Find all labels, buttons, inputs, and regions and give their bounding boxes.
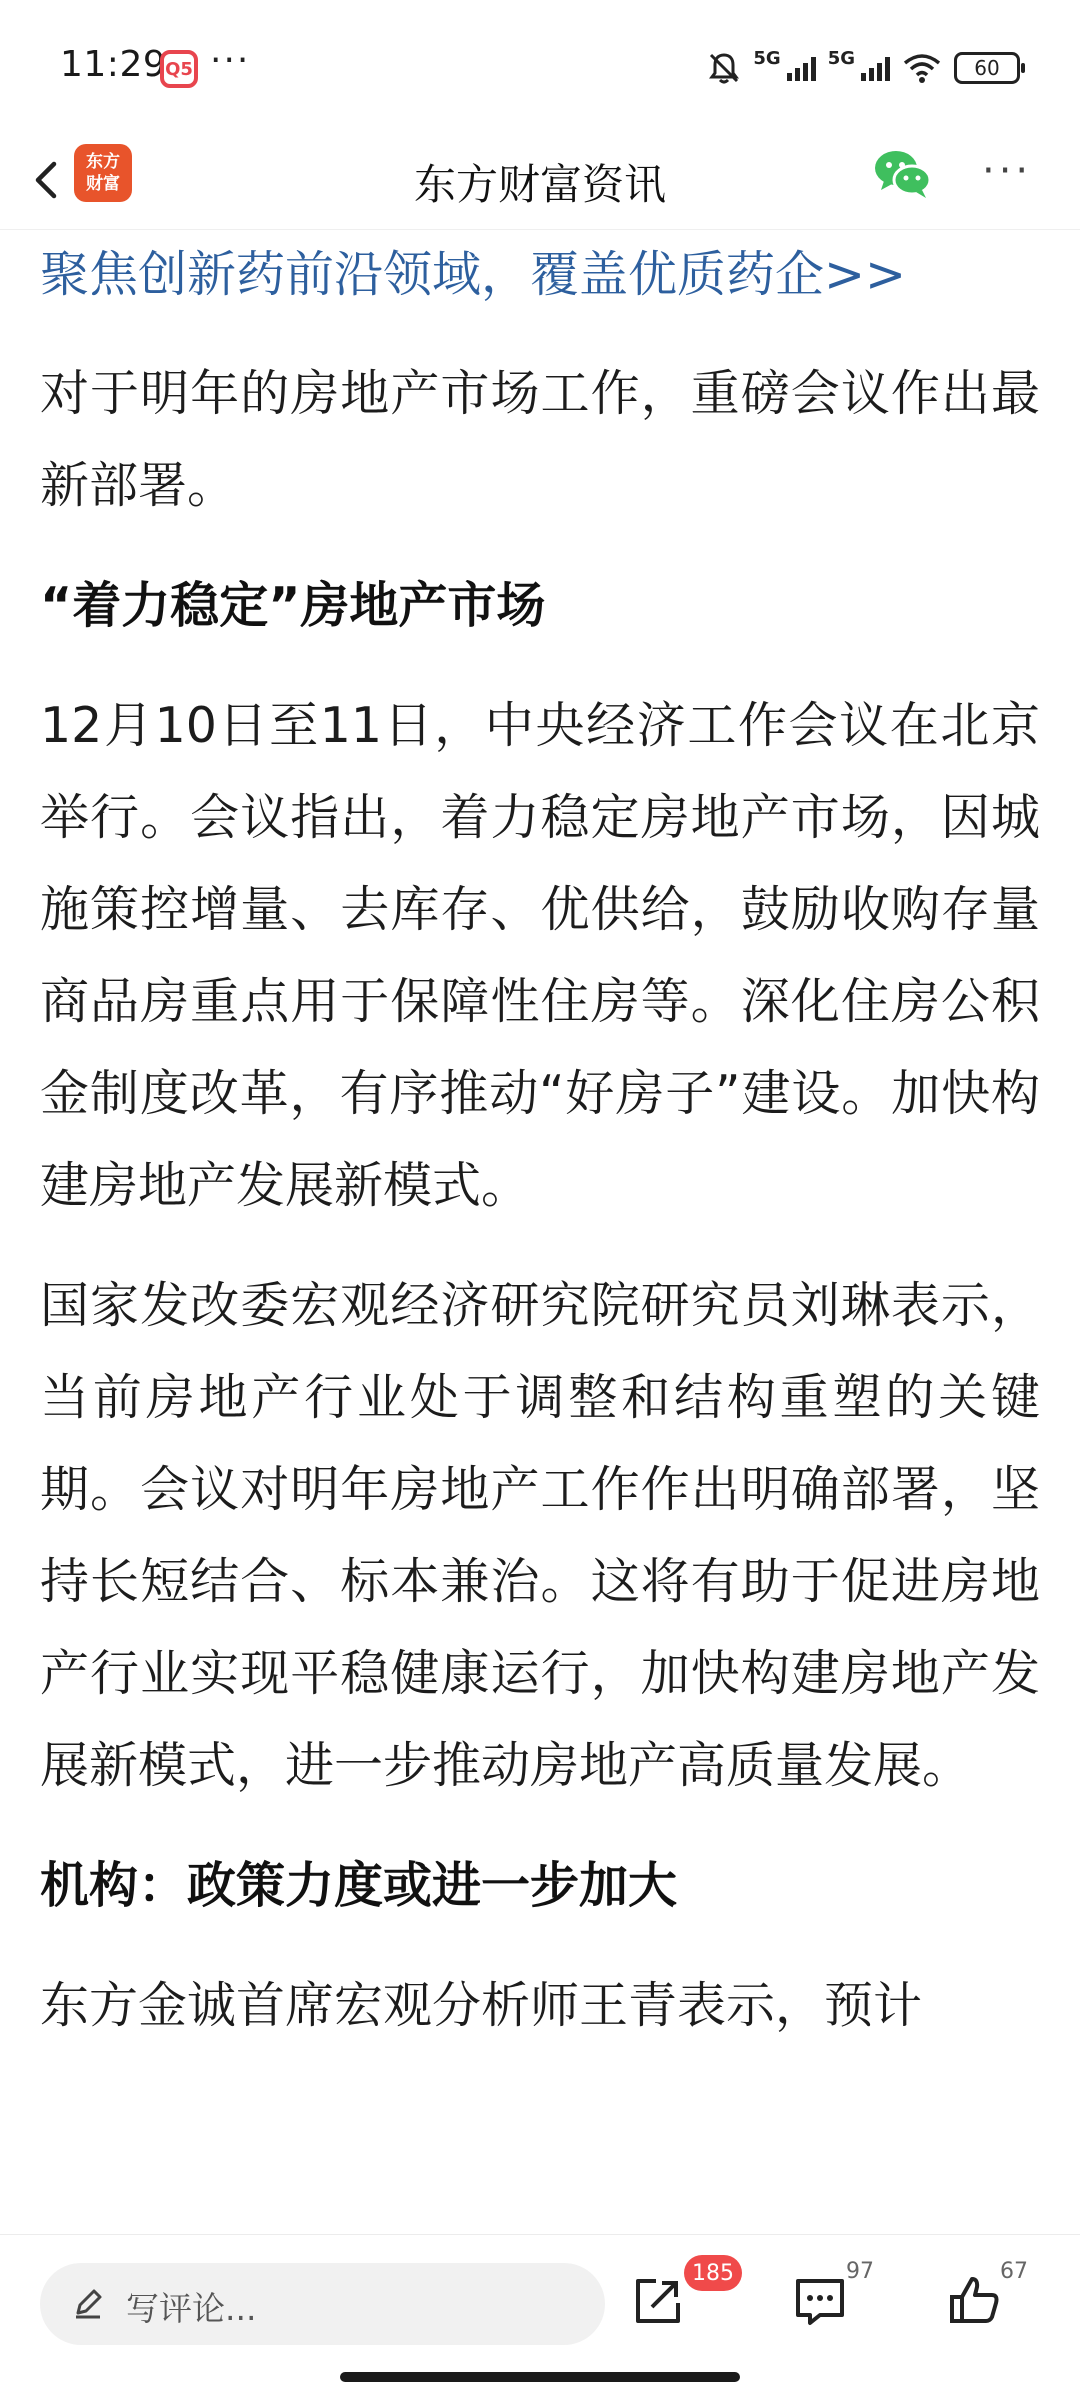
logo-text-bottom: 财富 xyxy=(86,174,120,194)
page-title: 东方财富资讯 xyxy=(413,160,666,209)
article-paragraph: 12月10日至11日，中央经济工作会议在北京举行。会议指出，着力稳定房地产市场，因城施策控增量、去库存、优供给，鼓励收购存量商品房重点用于保障性住房等。深化住房公积金制度改革，有序推动“好房子”建设。加快构建房地产发展新模式。 xyxy=(40,697,1040,1214)
notification-app-icon: Q5 xyxy=(160,50,198,88)
wechat-share-icon[interactable] xyxy=(872,146,934,202)
section-heading: 机构：政策力度或进一步加大 xyxy=(40,1857,678,1914)
status-icons xyxy=(707,48,1020,88)
app-header xyxy=(0,130,1080,230)
comment-input[interactable] xyxy=(40,2263,605,2345)
comment-icon[interactable] xyxy=(790,2271,850,2331)
like-count: 67 xyxy=(1000,2259,1028,2284)
battery-icon: 60 xyxy=(954,52,1020,84)
article-paragraph: 国家发改委宏观经济研究院研究员刘琳表示，当前房地产行业处于调整和结构重塑的关键期。会议对明年房地产工作作出明确部署，坚持长短结合、标本兼治。这将有助于促进房地产行业实现平稳健康运行，加快构建房地产发展新模式，进一步推动房地产高质量发展。 xyxy=(40,1277,1040,1794)
more-notifications-icon: ··· xyxy=(210,40,251,81)
section-heading: “着力稳定”房地产市场 xyxy=(40,577,546,634)
article-paragraph: 东方金诚首席宏观分析师王青表示，预计 xyxy=(40,1977,923,2034)
comment-count: 97 xyxy=(846,2259,874,2284)
signal-icon xyxy=(787,55,816,81)
article-paragraph: 对于明年的房地产市场工作，重磅会议作出最新部署。 xyxy=(40,365,1040,514)
status-bar xyxy=(0,0,1080,130)
network-type-1: 5G xyxy=(753,48,781,69)
wifi-icon xyxy=(902,52,942,84)
logo-text-top: 东方 xyxy=(86,152,120,172)
promo-link[interactable]: 聚焦创新药前沿领域，覆盖优质药企>> xyxy=(40,246,907,303)
share-icon[interactable] xyxy=(628,2271,688,2331)
comment-placeholder: 写评论... xyxy=(126,2289,257,2328)
more-options-icon[interactable]: ··· xyxy=(982,148,1033,194)
mute-icon xyxy=(707,51,741,85)
like-thumbs-up-icon[interactable] xyxy=(944,2271,1004,2331)
pencil-icon xyxy=(70,2285,106,2321)
share-count-badge: 185 xyxy=(684,2255,742,2291)
article-body xyxy=(40,230,1040,2052)
signal-icon xyxy=(861,55,890,81)
clock: 11:29 xyxy=(60,44,167,85)
network-type-2: 5G xyxy=(827,48,855,69)
home-indicator[interactable] xyxy=(340,2372,740,2382)
